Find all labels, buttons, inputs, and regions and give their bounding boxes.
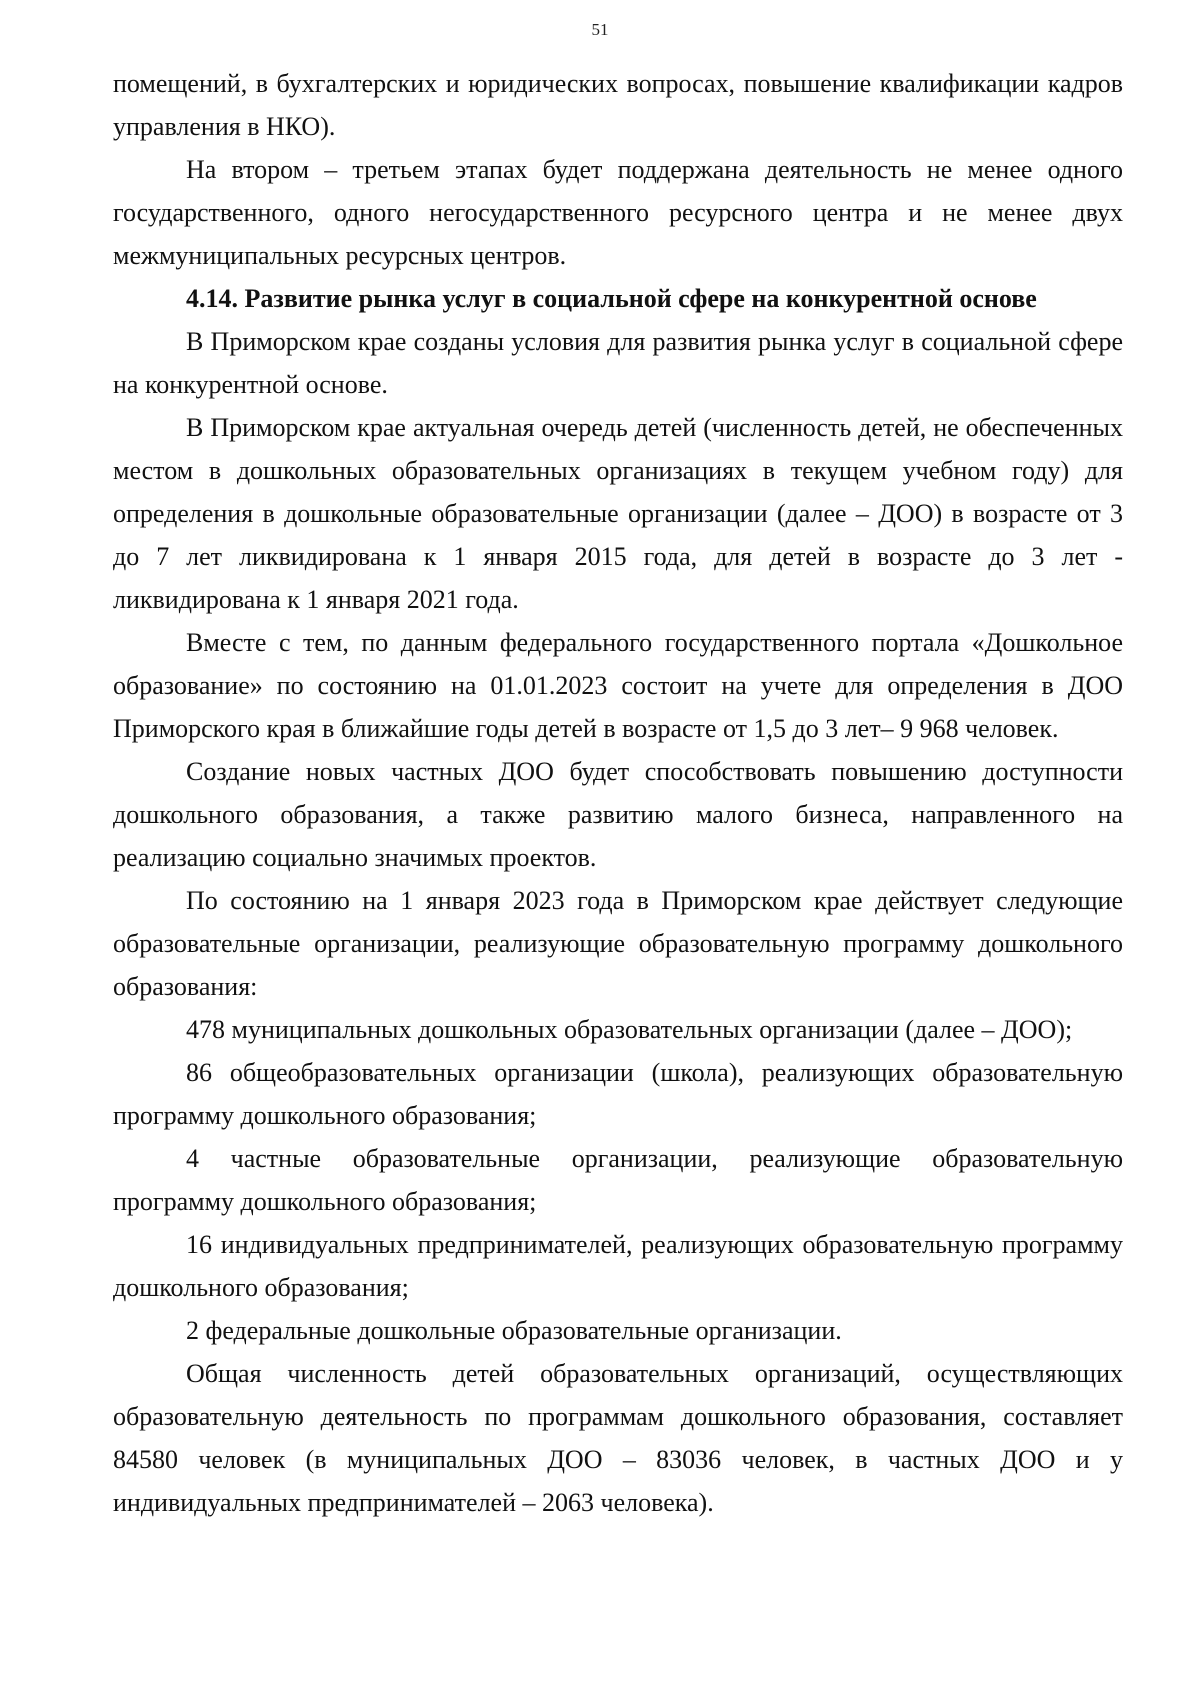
paragraph-total-children: Общая численность детей образовательных организаций, осуществляющих образовательную деятельность по программам дошкольного образования, составляет 84580 человек (в муниципальных ДОО – 83036 человек, в частных ДОО и у индивидуальных предпринимателей – 2063 человека). bbox=[113, 1359, 1123, 1517]
paragraph-market-conditions: В Приморском крае созданы условия для развития рынка услуг в социальной сфере на конкурентной основе. bbox=[113, 327, 1123, 399]
paragraph-organizations-intro: По состоянию на 1 января 2023 года в Приморском крае действует следующие образовательные организации, реализующие образовательную программу дошкольного образования: bbox=[113, 886, 1123, 1001]
paragraph-resource-centers: На втором – третьем этапах будет поддержана деятельность не менее одного государственного, одного негосударственного ресурсного центра и не менее двух межмуниципальных ресурсных центров. bbox=[113, 155, 1123, 270]
list-item-entrepreneurs: 16 индивидуальных предпринимателей, реализующих образовательную программу дошкольного образования; bbox=[113, 1230, 1123, 1302]
list-item-municipal-doo: 478 муниципальных дошкольных образовательных организации (далее – ДОО); bbox=[186, 1015, 1073, 1044]
paragraph-private-doo: Создание новых частных ДОО будет способствовать повышению доступности дошкольного образования, а также развитию малого бизнеса, направленного на реализацию социально значимых проектов. bbox=[113, 757, 1123, 872]
section-heading: 4.14. Развитие рынка услуг в социальной сфере на конкурентной основе bbox=[186, 284, 1037, 313]
paragraph-continuation: помещений, в бухгалтерских и юридических вопросах, повышение квалификации кадров управления в НКО). bbox=[113, 69, 1123, 141]
list-item-schools: 86 общеобразовательных организации (школа), реализующих образовательную программу дошкольного образования; bbox=[113, 1058, 1123, 1130]
list-item-private-organizations: 4 частные образовательные организации, реализующие образовательную программу дошкольного образования; bbox=[113, 1144, 1123, 1216]
document-body bbox=[113, 62, 1123, 1524]
page-number: 51 bbox=[591, 20, 609, 39]
paragraph-portal-data: Вместе с тем, по данным федерального государственного портала «Дошкольное образование» по состоянию на 01.01.2023 состоит на учете для определения в ДОО Приморского края в ближайшие годы детей в возрасте от 1,5 до 3 лет– 9 968 человек. bbox=[113, 628, 1123, 743]
list-item-federal-doo: 2 федеральные дошкольные образовательные организации. bbox=[186, 1316, 842, 1345]
paragraph-queue: В Приморском крае актуальная очередь детей (численность детей, не обеспеченных местом в дошкольных образовательных организациях в текущем учебном году) для определения в дошкольные образовательные организации (далее – ДОО) в возрасте от 3 до 7 лет ликвидирована к 1 января 2015 года, для детей в возрасте до 3 лет - ликвидирована к 1 января 2021 года. bbox=[113, 413, 1123, 614]
